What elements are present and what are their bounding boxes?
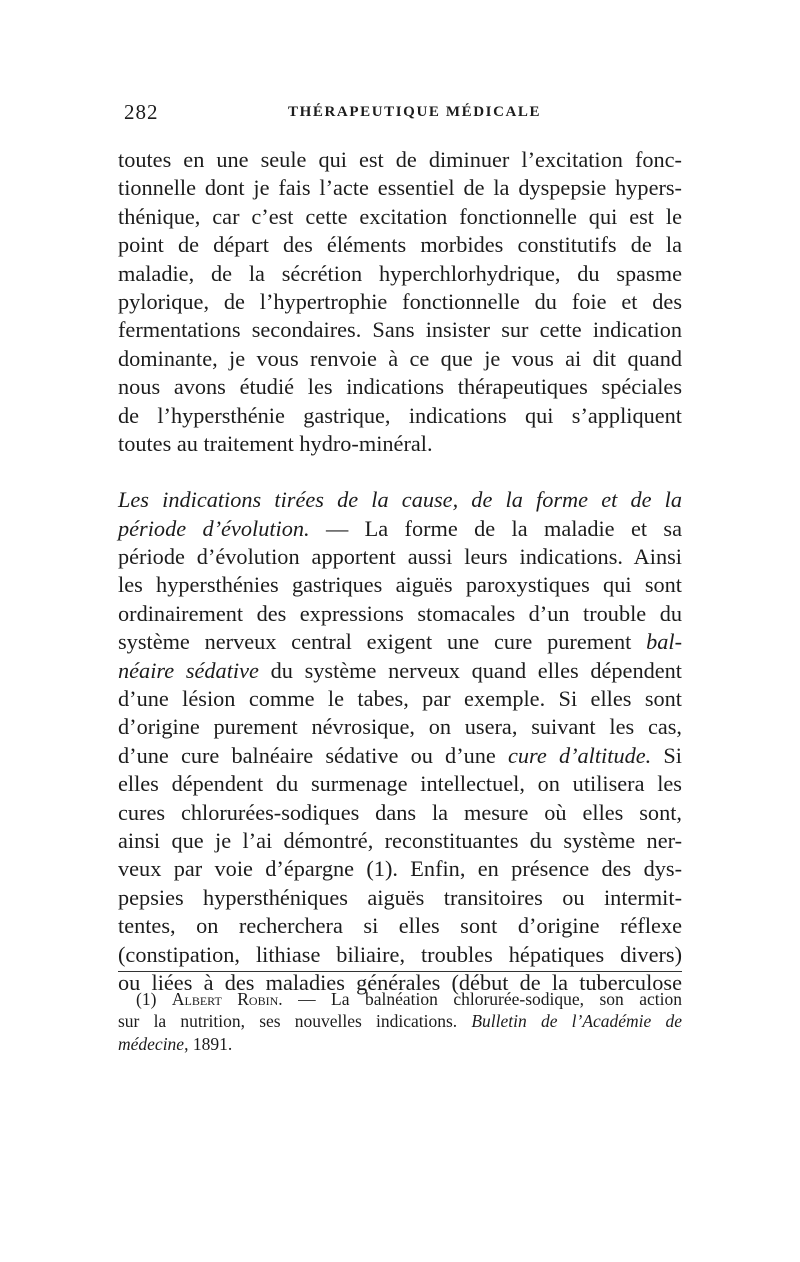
footnote-line — [118, 1033, 682, 1055]
footnote-journal-cont: médecine — [118, 1033, 185, 1054]
text-line: de l’hypersthénie gastrique, indications qui s’appliquent — [118, 402, 682, 428]
text-span: d’une cure balnéaire sédative ou d’une — [118, 742, 508, 768]
text-line — [118, 657, 682, 685]
text-line: pepsies hypersthéniques aiguës transitoires ou intermit- — [118, 884, 682, 910]
footnote-marker: (1) — [136, 989, 172, 1009]
text-line: d’une lésion comme le tabes, par exemple. Si elles sont — [118, 686, 682, 712]
text-line: ordinairement des expressions stomacales d’un trouble du — [118, 600, 682, 626]
text-span: . — La balnéation chlorurée-sodique, son action — [278, 989, 683, 1009]
page-header — [118, 100, 682, 140]
page-number: 282 — [124, 100, 159, 124]
text-line: fermentations secondaires. Sans insister sur cette indication — [118, 317, 682, 343]
text-line: nous avons étudié les indications thérapeutiques spéciales — [118, 374, 682, 400]
text-span: , 1891. — [184, 1033, 233, 1054]
text-line — [118, 628, 682, 656]
text-line: point de départ des éléments morbides constitutifs de la — [118, 232, 682, 258]
footnote-line — [118, 988, 682, 1010]
text-line: ou liées à des maladies générales (début de la tuberculose — [118, 969, 682, 995]
footnote-journal: Bulletin de l’Académie de — [471, 1011, 683, 1032]
footnote — [118, 988, 682, 1055]
section-heading: Les indications tirées de la cause, de la forme et de la — [118, 487, 682, 513]
section-heading-cont: période d’évolution. — [118, 515, 310, 541]
text-span: sur la nutrition, ses nouvelles indications. — [118, 1011, 472, 1032]
footnote-rule — [118, 971, 682, 972]
emphasis: cure d’altitude. — [507, 742, 652, 768]
paragraph-gap — [118, 458, 682, 486]
text-line: d’origine purement névrosique, on usera, suivant les cas, — [118, 714, 682, 740]
text-span: Si — [651, 742, 682, 768]
footnote-author: Albert Robin — [171, 989, 279, 1009]
text-line: veux par voie d’épargne (1). Enfin, en présence des dys- — [118, 856, 682, 882]
text-line — [118, 486, 682, 514]
text-line: toutes en une seule qui est de diminuer l’excitation fonc- — [118, 147, 682, 172]
emphasis: bal- — [646, 629, 682, 655]
footnote-line — [118, 1010, 682, 1032]
running-title: THÉRAPEUTIQUE MÉDICALE — [288, 104, 542, 120]
text-line: dominante, je vous renvoie à ce que je vous ai dit quand — [118, 345, 682, 371]
text-span: du système nerveux quand elles dépendent — [258, 657, 682, 683]
text-line: les hypersthénies gastriques aiguës paroxystiques qui sont — [118, 572, 682, 598]
emphasis: néaire sédative — [118, 657, 259, 683]
text-line: pylorique, de l’hypertrophie fonctionnelle du foie et des — [118, 288, 682, 314]
text-line: thénique, car c’est cette excitation fonctionnelle qui est le — [118, 203, 682, 229]
text-line: elles dépendent du surmenage intellectuel, on utilisera les — [118, 771, 682, 797]
text-line — [118, 515, 682, 543]
text-line — [118, 742, 682, 770]
text-line: tionnelle dont je fais l’acte essentiel de la dyspepsie hypers- — [118, 175, 682, 201]
text-line: tentes, on recherchera si elles sont d’origine réflexe — [118, 913, 682, 939]
text-line: ainsi que je l’ai démontré, reconstituantes du système ner- — [118, 827, 682, 853]
text-line: maladie, de la sécrétion hyperchlorhydrique, du spasme — [118, 260, 682, 286]
text-span: système nerveux central exigent une cure purement — [118, 629, 647, 655]
text-line: période d’évolution apportent aussi leurs indications. Ainsi — [118, 544, 682, 570]
text-span: — La forme de la maladie et sa — [309, 515, 682, 541]
text-line: (constipation, lithiase biliaire, troubles hépatiques divers) — [118, 941, 682, 967]
book-page — [118, 100, 683, 1054]
text-line: cures chlorurées-sodiques dans la mesure où elles sont, — [118, 799, 682, 825]
text-line: toutes au traitement hydro-minéral. — [118, 430, 433, 456]
body-text — [118, 146, 682, 997]
